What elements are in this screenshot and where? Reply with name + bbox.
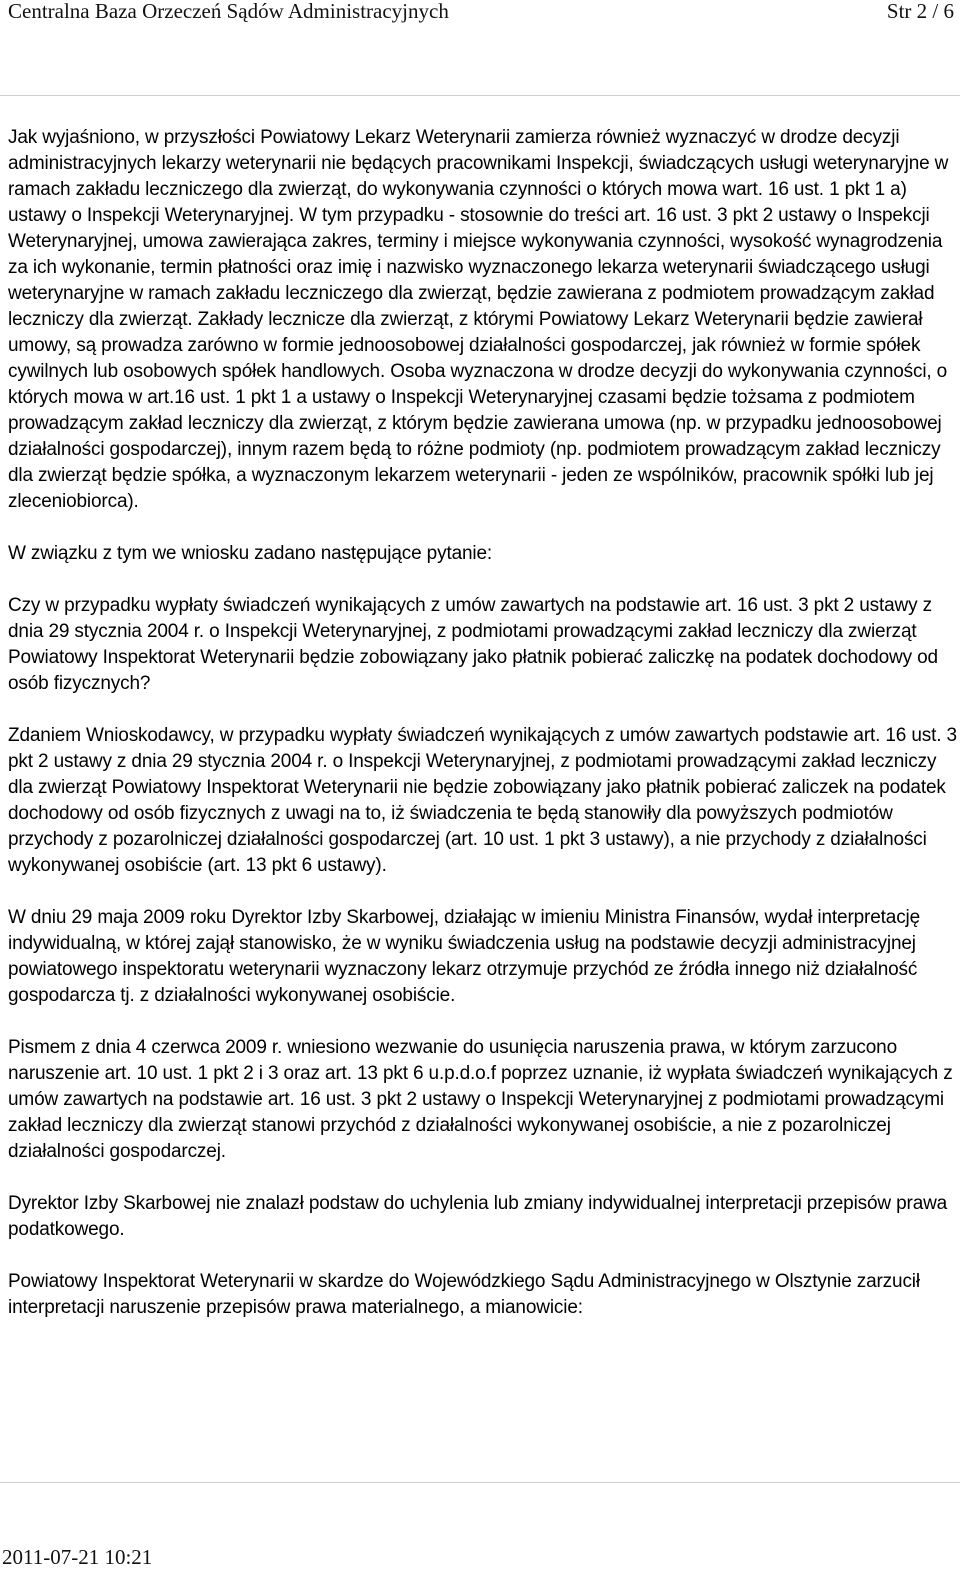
paragraph: Jak wyjaśniono, w przyszłości Powiatowy Lekarz Weterynarii zamierza również wyznaczyć w drodze decyzji administracyjnych lekarzy weterynarii nie będących pracownikami Inspekcji, świadczących usługi weterynaryjne w ramach zakładu leczniczego dla zwierząt, do wykonywania czynności o których mowa wart. 16 ust. 1 pkt 1 a) ustawy o Inspekcji Weterynaryjnej. W tym przypadku - stosownie do treści art. 16 ust. 3 pkt 2 ustawy o Inspekcji Weterynaryjnej, umowa zawierająca zakres, terminy i miejsce wykonywania czynności, wysokość wynagrodzenia za ich wykonanie, termin płatności oraz imię i nazwisko wyznaczonego lekarza weterynarii świadczącego usługi weterynaryjne w ramach zakładu leczniczego dla zwierząt, będzie zawierana z podmiotem prowadzącym zakład leczniczy dla zwierząt. Zakłady lecznicze dla zwierząt, z którymi Powiatowy Lekarz Weterynarii będzie zawierał umowy, są prowadza zarówno w formie jednoosobowej działalności gospodarczej, jak również w formie spółek cywilnych lub osobowych spółek handlowych. Osoba wyznaczona w drodze decyzji do wykonywania czynności, o których mowa w art.16 ust. 1 pkt 1 a ustawy o Inspekcji Weterynaryjnej czasami będzie tożsama z podmiotem prowadzącym zakład leczniczy dla zwierząt, z którym będzie zawierana umowa (np. w przypadku jednoosobowej działalności gospodarczej), innym razem będą to różne podmioty (np. podmiotem prowadzącym zakład leczniczy dla zwierząt będzie spółka, a wyznaczonym lekarzem weterynarii - jeden ze wspólników, pracownik spółki lub jej zleceniobiorca). [8, 127, 949, 512]
paragraph: Powiatowy Inspektorat Weterynarii w skardze do Wojewódzkiego Sądu Administracyjnego w Olsztynie zarzucił interpretacji naruszenie przepisów prawa materialnego, a mianowicie: [8, 1271, 920, 1318]
page-header [0, 0, 960, 30]
paragraph: Dyrektor Izby Skarbowej nie znalazł podstaw do uchylenia lub zmiany indywidualnej interpretacji przepisów prawa podatkowego. [8, 1193, 948, 1240]
paragraph: Czy w przypadku wypłaty świadczeń wynikających z umów zawartych na podstawie art. 16 ust. 3 pkt 2 ustawy z dnia 29 stycznia 2004 r. o Inspekcji Weterynaryjnej, z podmiotami prowadzącymi zakład leczniczy dla zwierząt Powiatowy Inspektorat Weterynarii będzie zobowiązany jako płatnik pobierać zaliczkę na podatek dochodowy od osób fizycznych? [8, 595, 938, 694]
document-body [8, 125, 958, 1321]
footer-divider [0, 1482, 960, 1483]
paragraph: W związku z tym we wniosku zadano następujące pytanie: [8, 543, 493, 564]
print-timestamp: 2011-07-21 10:21 [2, 1545, 153, 1569]
page-indicator: Str 2 / 6 [886, 0, 954, 23]
site-title: Centralna Baza Orzeczeń Sądów Administracyjnych [8, 0, 449, 23]
paragraph: Pismem z dnia 4 czerwca 2009 r. wniesiono wezwanie do usunięcia naruszenia prawa, w którym zarzucono naruszenie art. 10 ust. 1 pkt 2 i 3 oraz art. 13 pkt 6 u.p.d.o.f poprzez uznanie, iż wypłata świadczeń wynikających z umów zawartych na podstawie art. 16 ust. 3 pkt 2 ustawy o Inspekcji Weterynaryjnej z podmiotami prowadzącymi zakład leczniczy dla zwierząt stanowi przychód z działalności wykonywanej osobiście, a nie z pozarolniczej działalności gospodarczej. [8, 1037, 953, 1162]
paragraph: W dniu 29 maja 2009 roku Dyrektor Izby Skarbowej, działając w imieniu Ministra Finansów, wydał interpretację indywidualną, w której zajął stanowisko, że w wyniku świadczenia usług na podstawie decyzji administracyjnej powiatowego inspektoratu weterynarii wyznaczony lekarz otrzymuje przychód ze źródła innego niż działalność gospodarcza tj. z działalności wykonywanej osobiście. [8, 907, 921, 1006]
header-divider [0, 95, 960, 96]
paragraph: Zdaniem Wnioskodawcy, w przypadku wypłaty świadczeń wynikających z umów zawartych podstawie art. 16 ust. 3 pkt 2 ustawy z dnia 29 stycznia 2004 r. o Inspekcji Weterynaryjnej, z podmiotami prowadzącymi zakład leczniczy dla zwierząt Powiatowy Inspektorat Weterynarii nie będzie zobowiązany jako płatnik pobierać zaliczek na podatek dochodowy od osób fizycznych z uwagi na to, iż świadczenia te będą stanowiły dla powyższych podmiotów przychody z pozarolniczej działalności gospodarczej (art. 10 ust. 1 pkt 3 ustawy), a nie przychody z działalności wykonywanej osobiście (art. 13 pkt 6 ustawy). [8, 725, 957, 876]
